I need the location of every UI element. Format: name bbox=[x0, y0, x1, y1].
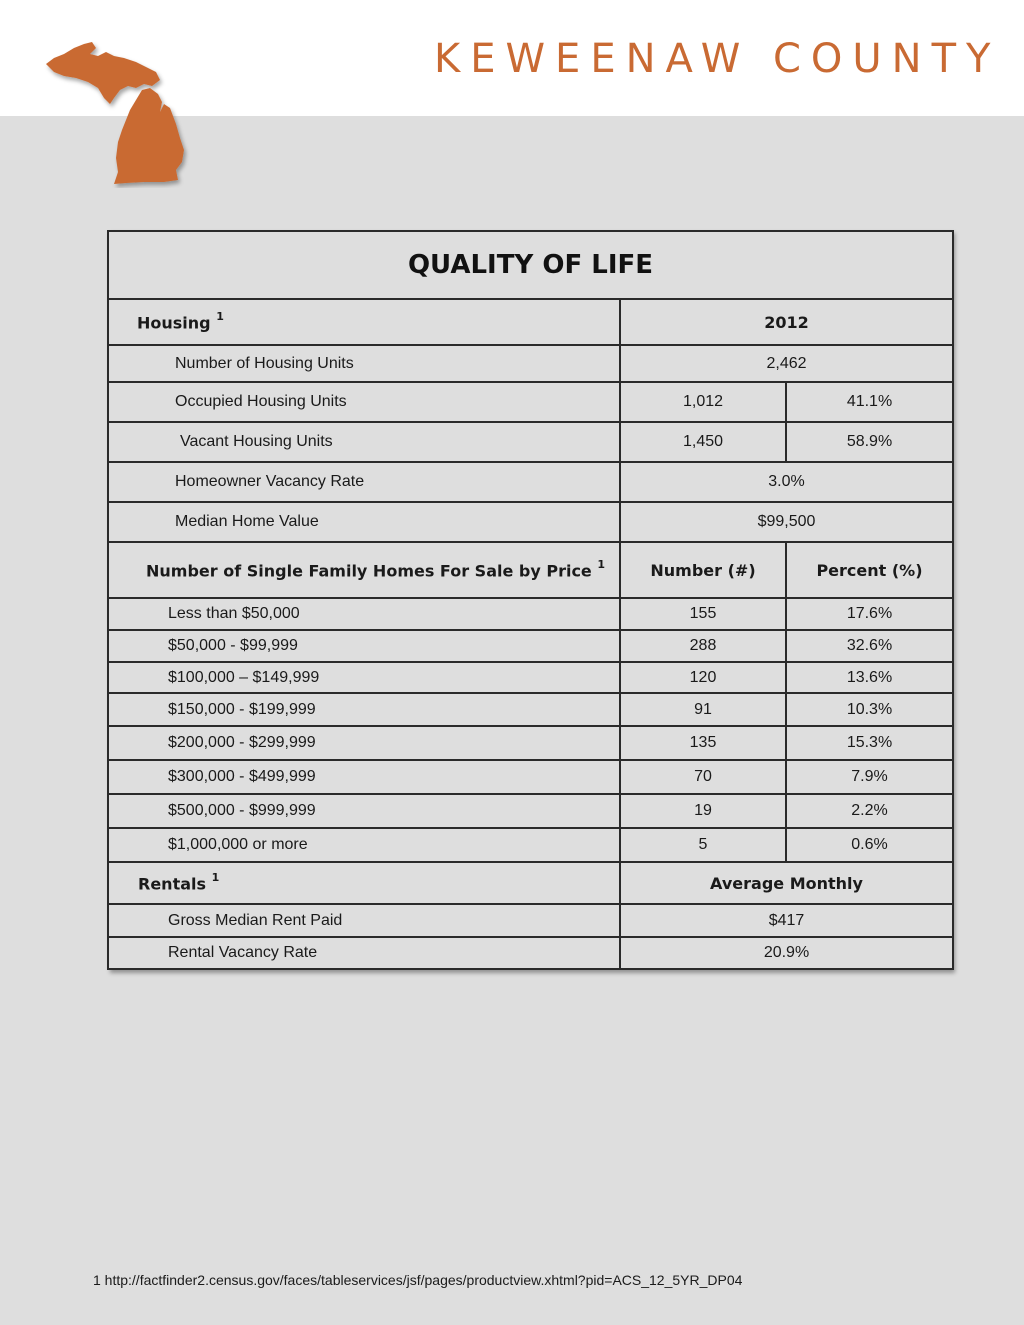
price-range-label: $100,000 – $149,999 bbox=[108, 662, 620, 693]
section-title: QUALITY OF LIFE bbox=[108, 231, 953, 299]
price-range-number: 91 bbox=[620, 693, 786, 726]
price-range-label: Less than $50,000 bbox=[108, 598, 620, 630]
housing-row-label: Occupied Housing Units bbox=[108, 382, 620, 422]
price-range-number: 5 bbox=[620, 828, 786, 862]
housing-row-value: 2,462 bbox=[620, 345, 953, 382]
housing-row-percent: 58.9% bbox=[786, 422, 953, 462]
housing-row-label: Median Home Value bbox=[108, 502, 620, 542]
housing-row-number: 1,450 bbox=[620, 422, 786, 462]
price-range-number: 120 bbox=[620, 662, 786, 693]
michigan-map-icon bbox=[40, 38, 192, 188]
price-range-number: 288 bbox=[620, 630, 786, 662]
rental-row-value: 20.9% bbox=[620, 937, 953, 969]
homes-for-sale-heading bbox=[108, 542, 620, 598]
price-range-percent: 0.6% bbox=[786, 828, 953, 862]
quality-of-life-table-wrapper bbox=[107, 230, 952, 970]
price-range-label: $200,000 - $299,999 bbox=[108, 726, 620, 760]
housing-row-label: Number of Housing Units bbox=[108, 345, 620, 382]
housing-row-label: Vacant Housing Units bbox=[108, 422, 620, 462]
housing-heading-label: Housing bbox=[137, 313, 211, 333]
rental-row-value: $417 bbox=[620, 904, 953, 937]
rentals-heading bbox=[108, 862, 620, 904]
source-footnote: 1 http://factfinder2.census.gov/faces/tableservices/jsf/pages/productview.xhtml?pid=ACS_12_5YR_DP04 bbox=[93, 1272, 743, 1288]
footnote-ref: 1 bbox=[597, 557, 606, 571]
footnote-ref: 1 bbox=[216, 309, 224, 323]
rental-row-label: Rental Vacancy Rate bbox=[108, 937, 620, 969]
rentals-heading-label: Rentals bbox=[138, 874, 207, 894]
housing-row-number: 1,012 bbox=[620, 382, 786, 422]
price-range-label: $500,000 - $999,999 bbox=[108, 794, 620, 828]
rentals-column-header: Average Monthly bbox=[620, 862, 953, 904]
footnote-ref: 1 bbox=[211, 870, 220, 884]
homes-for-sale-heading-label: Number of Single Family Homes For Sale by Price bbox=[146, 561, 592, 581]
price-range-number: 70 bbox=[620, 760, 786, 794]
price-range-label: $150,000 - $199,999 bbox=[108, 693, 620, 726]
price-range-number: 155 bbox=[620, 598, 786, 630]
price-range-number: 19 bbox=[620, 794, 786, 828]
price-range-percent: 10.3% bbox=[786, 693, 953, 726]
housing-row-value: 3.0% bbox=[620, 462, 953, 502]
housing-row-value: $99,500 bbox=[620, 502, 953, 542]
column-header-percent: Percent (%) bbox=[786, 542, 953, 598]
price-range-percent: 7.9% bbox=[786, 760, 953, 794]
rental-row-label: Gross Median Rent Paid bbox=[108, 904, 620, 937]
housing-heading bbox=[108, 299, 620, 345]
price-range-percent: 17.6% bbox=[786, 598, 953, 630]
housing-row-percent: 41.1% bbox=[786, 382, 953, 422]
price-range-label: $1,000,000 or more bbox=[108, 828, 620, 862]
price-range-label: $50,000 - $99,999 bbox=[108, 630, 620, 662]
column-header-number: Number (#) bbox=[620, 542, 786, 598]
price-range-percent: 13.6% bbox=[786, 662, 953, 693]
price-range-percent: 15.3% bbox=[786, 726, 953, 760]
price-range-percent: 32.6% bbox=[786, 630, 953, 662]
price-range-number: 135 bbox=[620, 726, 786, 760]
county-title: KEWEENAW COUNTY bbox=[434, 36, 1001, 82]
price-range-label: $300,000 - $499,999 bbox=[108, 760, 620, 794]
housing-row-label: Homeowner Vacancy Rate bbox=[108, 462, 620, 502]
price-range-percent: 2.2% bbox=[786, 794, 953, 828]
housing-year: 2012 bbox=[620, 299, 953, 345]
quality-of-life-table bbox=[107, 230, 954, 970]
